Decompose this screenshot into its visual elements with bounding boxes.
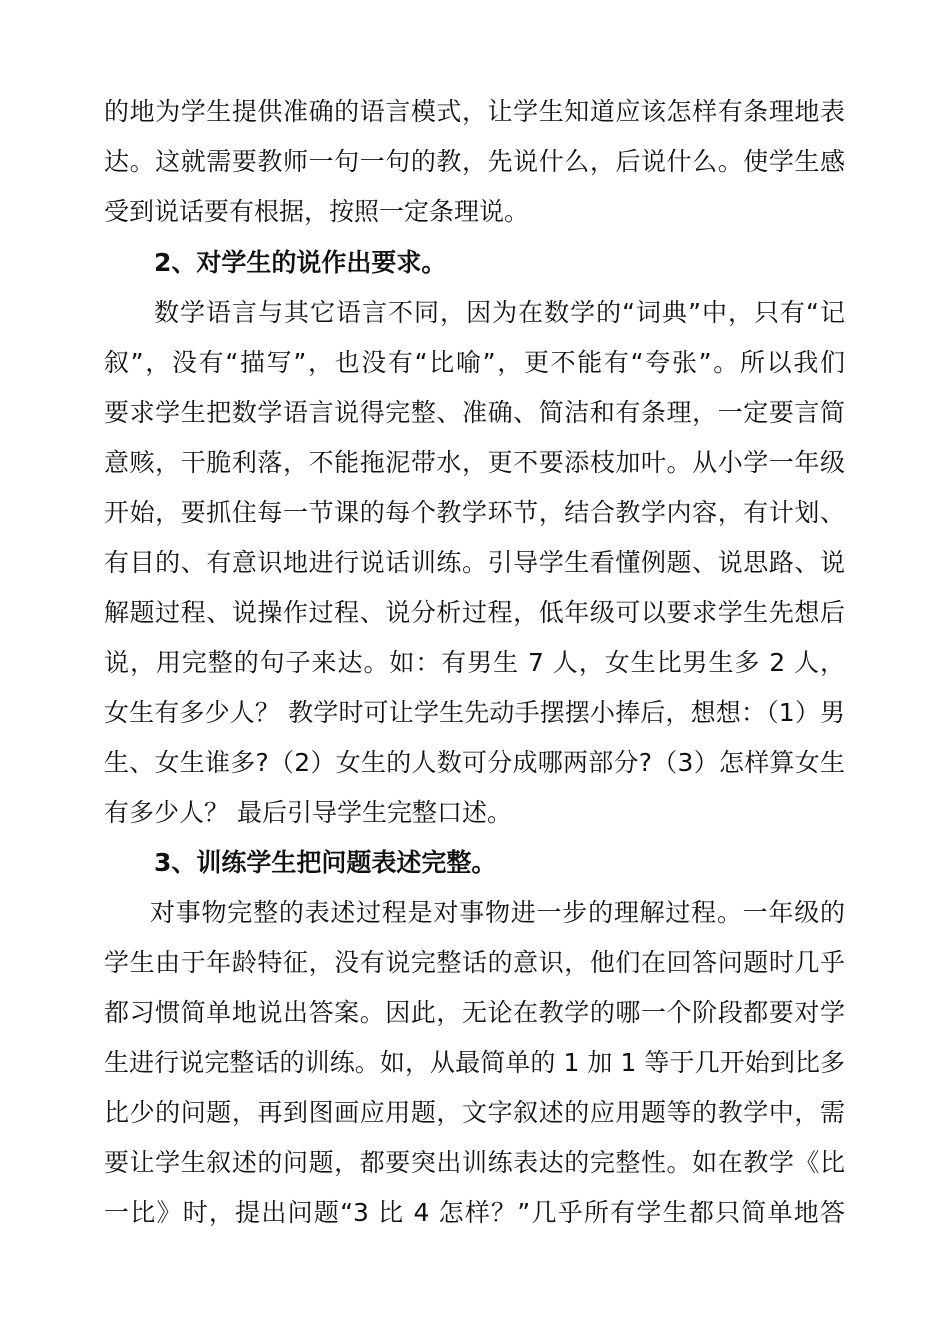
text-line: 达。这就需要教师一句一句的教，先说什么，后说什么。使学生感	[104, 147, 845, 176]
text-line: 学生由于年龄特征，没有说完整话的意识，他们在回答问题时几乎	[104, 948, 845, 977]
text-line: 意赅，干脆利落，不能拖泥带水，更不要添枝加叶。从小学一年级	[104, 448, 845, 477]
section-heading: 3、训练学生把问题表述完整。	[154, 848, 497, 877]
text-line: 女生有多少人？ 教学时可让学生先动手摆摆小捧后，想想：（1）男	[104, 698, 845, 727]
text-line: 的地为学生提供准确的语言模式，让学生知道应该怎样有条理地表	[104, 97, 845, 126]
text-line: 有多少人？ 最后引导学生完整口述。	[104, 798, 512, 827]
text-line: 数学语言与其它语言不同，因为在数学的“词典”中，只有“记	[154, 298, 845, 327]
text-line: 要求学生把数学语言说得完整、准确、简洁和有条理，一定要言简	[104, 398, 845, 427]
section-heading: 2、对学生的说作出要求。	[154, 248, 447, 277]
text-line: 生、女生谁多?（2）女生的人数可分成哪两部分?（3）怎样算女生	[104, 748, 845, 777]
text-line: 对事物完整的表述过程是对事物进一步的理解过程。一年级的	[150, 898, 845, 927]
text-line: 生进行说完整话的训练。如，从最简单的 1 加 1 等于几开始到比多	[104, 1048, 845, 1077]
text-line: 叙”，没有“描写”，也没有“比喻”，更不能有“夸张”。所以我们	[104, 348, 845, 377]
text-line: 一比》时，提出问题“3 比 4 怎样？”几乎所有学生都只简单地答	[104, 1198, 845, 1227]
text-line: 比少的问题，再到图画应用题，文字叙述的应用题等的教学中，需	[104, 1098, 845, 1127]
text-line: 开始，要抓住每一节课的每个教学环节，结合教学内容，有计划、	[104, 498, 845, 527]
text-line: 受到说话要有根据，按照一定条理说。	[104, 197, 530, 226]
text-line: 都习惯简单地说出答案。因此，无论在教学的哪一个阶段都要对学	[104, 998, 845, 1027]
text-line: 有目的、有意识地进行说话训练。引导学生看懂例题、说思路、说	[104, 548, 845, 577]
text-line: 解题过程、说操作过程、说分析过程，低年级可以要求学生先想后	[104, 598, 845, 627]
text-line: 要让学生叙述的问题，都要突出训练表达的完整性。如在教学《比	[104, 1148, 845, 1177]
text-line: 说，用完整的句子来达。如：有男生 7 人，女生比男生多 2 人，	[104, 648, 845, 677]
